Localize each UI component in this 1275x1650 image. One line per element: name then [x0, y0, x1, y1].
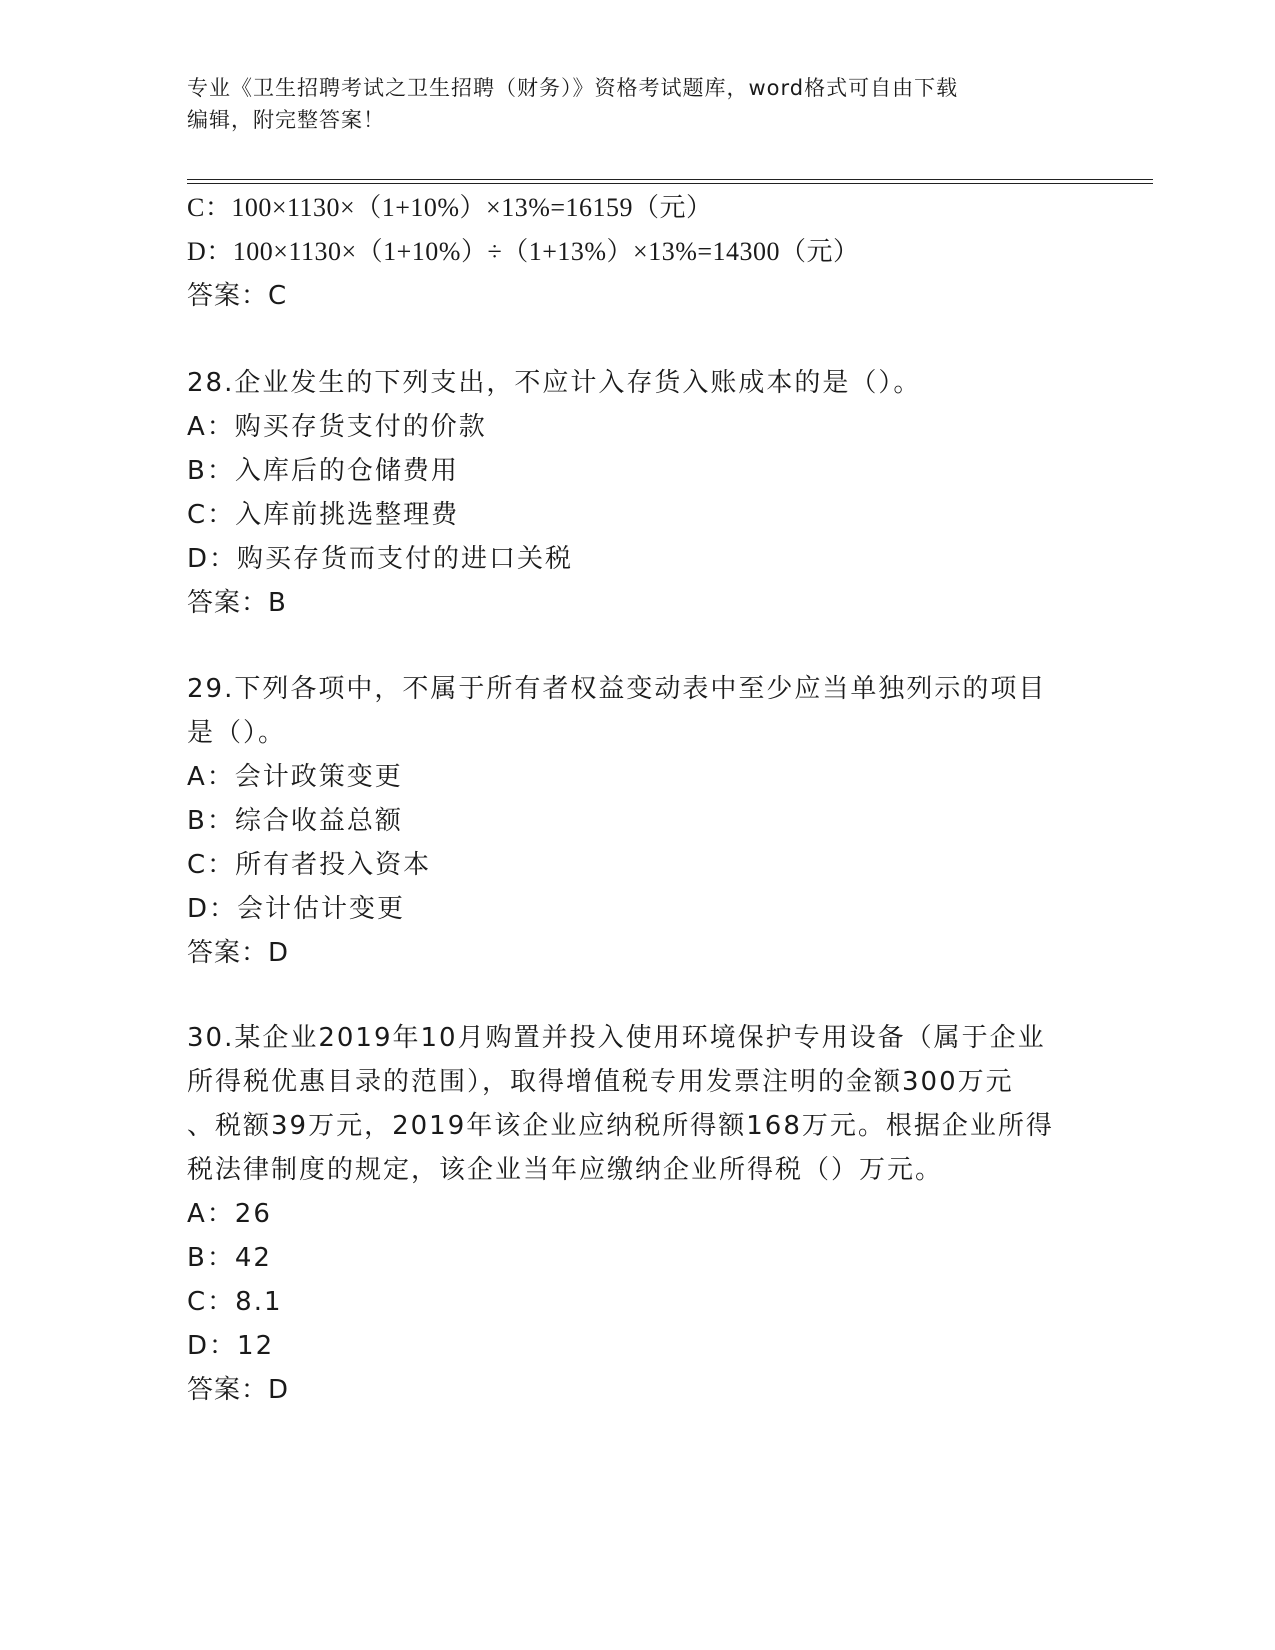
q29-option-d: D：会计估计变更 [187, 894, 406, 924]
prev-option-c: C：100×1130×（1+10%）×13%=16159（元） [187, 193, 713, 222]
q28-option-a: A：购买存货支付的价款 [187, 412, 487, 442]
header-divider-top [187, 179, 1153, 180]
q28-option-d: D：购买存货而支付的进口关税 [187, 544, 574, 574]
q30-stem-line-1: 30.某企业2019年10月购置并投入使用环境保护专用设备（属于企业 [187, 1023, 1046, 1053]
header-divider-bottom [187, 183, 1153, 184]
header-line-2: 编辑，附完整答案！ [187, 108, 385, 132]
prev-answer: 答案：C [187, 281, 288, 311]
q30-stem-line-4: 税法律制度的规定，该企业当年应缴纳企业所得税（）万元。 [187, 1155, 944, 1185]
q30-stem-line-2: 所得税优惠目录的范围），取得增值税专用发票注明的金额300万元 [187, 1067, 1014, 1097]
q30-option-b: B：42 [187, 1243, 272, 1273]
q29-option-b: B：综合收益总额 [187, 806, 403, 836]
q28-answer: 答案：B [187, 588, 287, 618]
q29-answer: 答案：D [187, 938, 290, 968]
q29-option-c: C：所有者投入资本 [187, 850, 432, 880]
q30-option-c: C：8.1 [187, 1287, 283, 1317]
q28-stem: 28.企业发生的下列支出，不应计入存货入账成本的是（）。 [187, 368, 922, 398]
q29-stem-line-2: 是（）。 [187, 718, 287, 748]
q30-option-a: A：26 [187, 1199, 272, 1229]
q28-option-c: C：入库前挑选整理费 [187, 500, 460, 530]
header-line-1: 专业《卫生招聘考试之卫生招聘（财务）》资格考试题库，word格式可自由下载 [187, 76, 959, 100]
q30-answer: 答案：D [187, 1375, 290, 1405]
q30-option-d: D：12 [187, 1331, 275, 1361]
q30-stem-line-3: 、税额39万元，2019年该企业应纳税所得额168万元。根据企业所得 [187, 1111, 1054, 1141]
q29-stem-line-1: 29.下列各项中，不属于所有者权益变动表中至少应当单独列示的项目 [187, 674, 1047, 704]
prev-option-d: D：100×1130×（1+10%）÷（1+13%）×13%=14300（元） [187, 237, 860, 266]
q28-option-b: B：入库后的仓储费用 [187, 456, 459, 486]
document-header [187, 72, 1087, 136]
q29-option-a: A：会计政策变更 [187, 762, 403, 792]
